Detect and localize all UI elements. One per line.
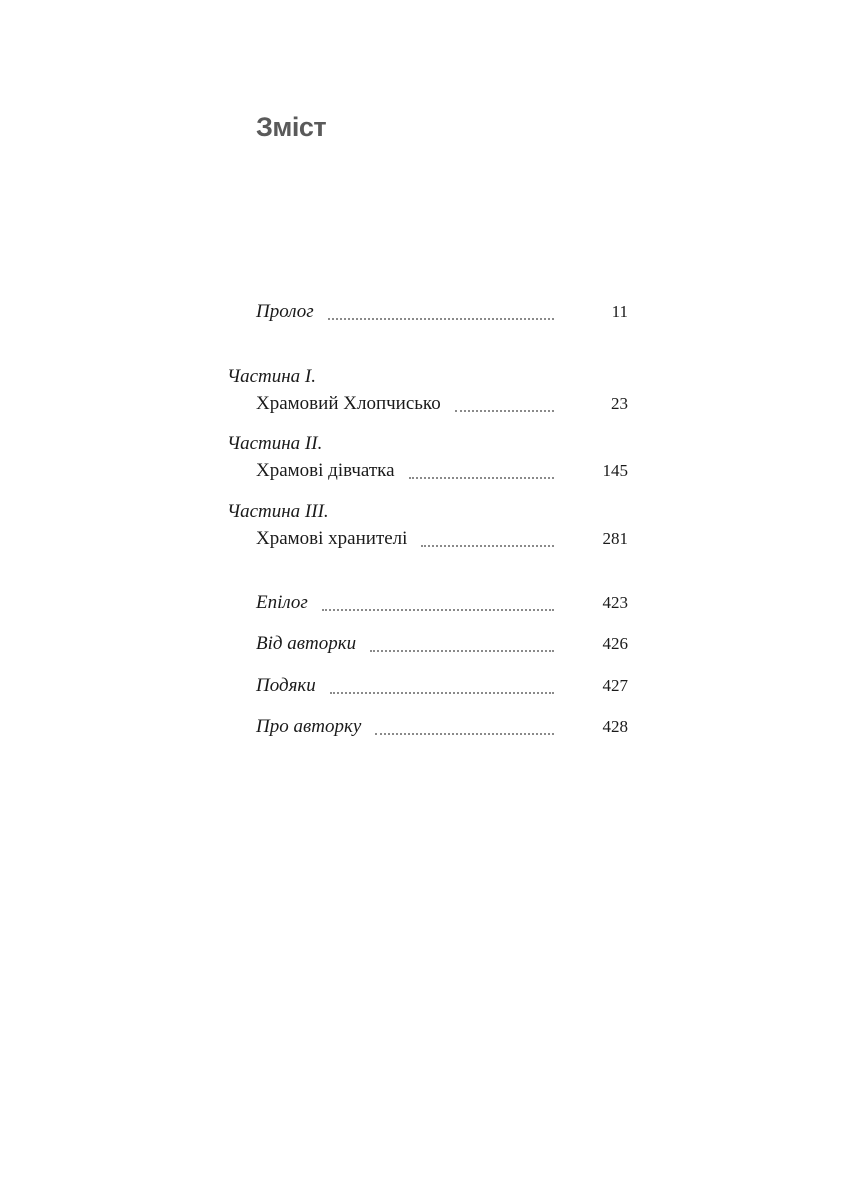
toc-page-number: 426 [602, 634, 628, 653]
toc-entry-title: Храмовий Хлопчисько [256, 393, 441, 414]
part-label-2: Частина II. [227, 433, 323, 454]
toc-entry-part-1 [256, 393, 628, 419]
dot-leader [375, 733, 554, 735]
dot-leader [421, 545, 554, 547]
toc-entry-prologue [256, 301, 628, 327]
toc-entry-epilogue [256, 592, 628, 618]
toc-entry-acknowledgements [256, 675, 628, 701]
dot-leader [409, 477, 554, 479]
toc-page-number: 11 [611, 302, 628, 321]
toc-entry-title: Подяки [256, 675, 316, 696]
toc-entry-part-3 [256, 528, 628, 554]
toc-entry-title: Храмові хранителі [256, 528, 408, 549]
dot-leader [328, 318, 554, 320]
toc-entry-title: Храмові дівчатка [256, 460, 395, 481]
toc-page-number: 427 [602, 676, 628, 695]
toc-entry-title: Про авторку [256, 716, 362, 737]
dot-leader [455, 410, 554, 412]
toc-entry-author-note [256, 633, 628, 659]
page-title: Зміст [256, 112, 327, 142]
toc-entry-title: Від авторки [256, 633, 357, 654]
toc-page-number: 281 [602, 529, 628, 548]
dot-leader [370, 650, 554, 652]
part-label-1: Частина I. [227, 366, 316, 387]
toc-entry-title: Епілог [256, 592, 308, 613]
dot-leader [330, 692, 554, 694]
toc-entry-title: Пролог [256, 301, 314, 322]
toc-entry-about-author [256, 716, 628, 742]
toc-page-number: 23 [611, 394, 628, 413]
dot-leader [322, 609, 554, 611]
toc-entry-part-2 [256, 460, 628, 486]
toc-page-number: 145 [602, 461, 628, 480]
toc-page-number: 423 [602, 593, 628, 612]
part-label-3: Частина III. [227, 501, 329, 522]
toc-page-number: 428 [602, 717, 628, 736]
